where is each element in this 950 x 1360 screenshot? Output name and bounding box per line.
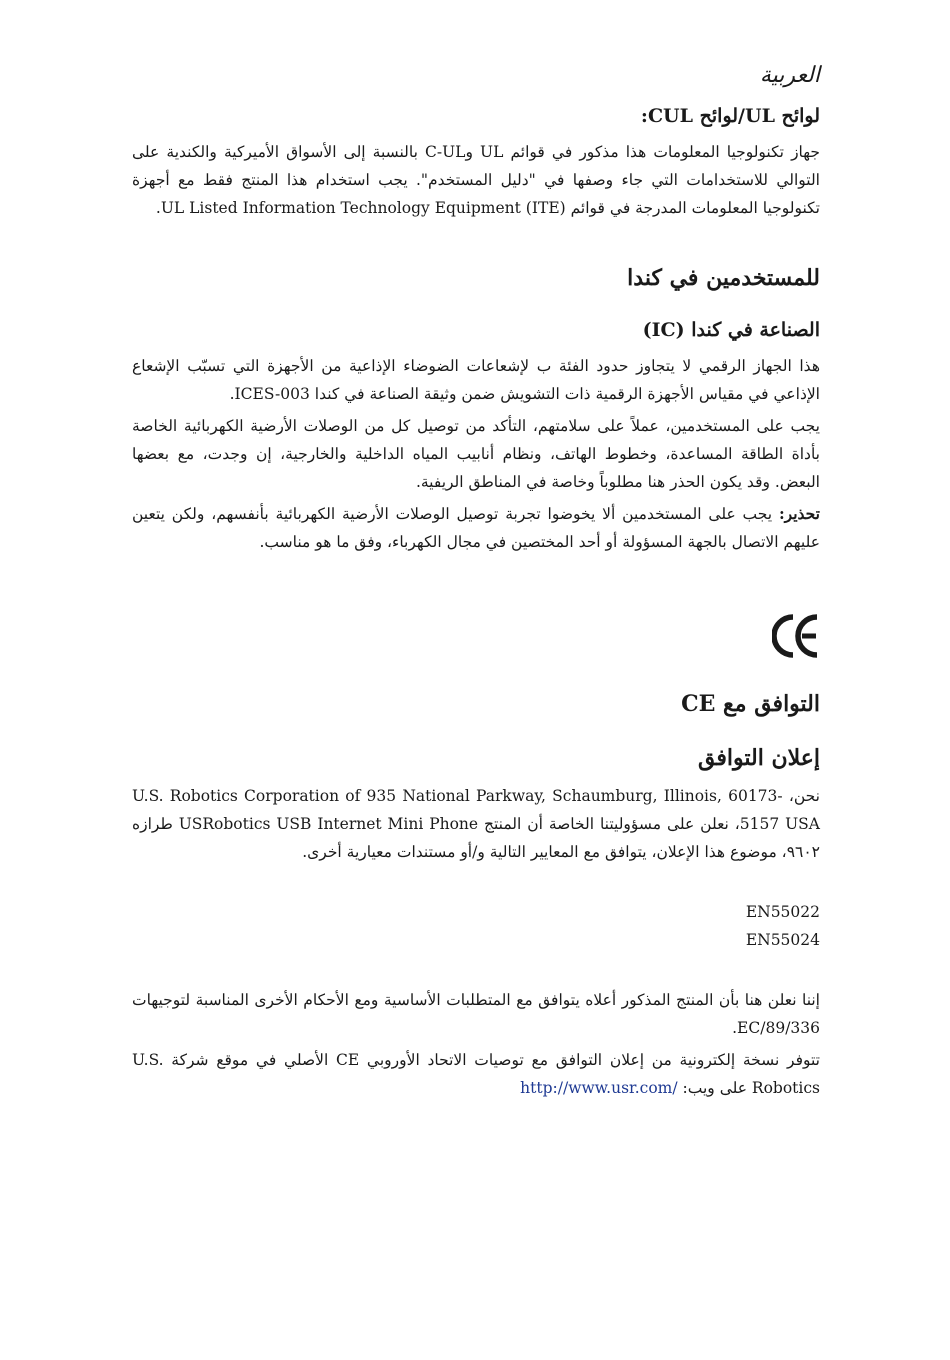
ic-body-2: يجب على المستخدمين، عملاً على سلامتهم، التأكد من توصيل كل من الوصلات الأرضية الكهربائية الخاصة بأداة الطاقة المساعدة، وخطوط الهاتف، ونظام أنابيب المياه الداخلية والخارجية، إن وجدت، مع بعضها البعض. وقد يكون الحذر هنا مطلوباً وخاصة في المناطق الريفية. xyxy=(132,417,820,491)
canada-heading: للمستخدمين في كندا xyxy=(627,265,820,291)
declaration-body: نحن، U.S. Robotics Corporation of 935 National Parkway, Schaumburg, Illinois, 60173-5157 USA، نعلن على مسؤوليتنا الخاصة أن المنتج USRobotics USB Internet Mini Phone طرازه ٩٦٠٢، موضوع هذا الإعلان، يتوافق مع المعايير التالية و/أو مستندات معيارية أخرى. xyxy=(132,787,820,861)
copy-body: تتوفر نسخة إلكترونية من إعلان التوافق مع توصيات الاتحاد الأوروبي CE الأصلي في موقع شركة U.S. Robotics على ويب: xyxy=(132,1051,820,1097)
ce-heading: التوافق مع CE xyxy=(681,691,820,717)
warning-label: تحذير: xyxy=(778,504,820,523)
document-page xyxy=(132,60,820,1102)
ic-body-1: هذا الجهاز الرقمي لا يتجاوز حدود الفئة ب لإشعاعات الضوضاء الإذاعية من الأجهزة التي تسبّب الإشعاع الإذاعي في مقياس الأجهزة الرقمية ذات التشويش ضمن وثيقة الصناعة في كندا ICES-003. xyxy=(132,357,820,403)
warning-paragraph xyxy=(132,500,820,556)
standard-item: EN55022 xyxy=(745,903,820,921)
conformity-body: إننا نعلن هنا بأن المنتج المذكور أعلاه يتوافق مع المتطلبات الأساسية ومع الأحكام الأخرى المناسبة لتوجيهات 89/336/EC. xyxy=(132,991,820,1037)
ul-body: جهاز تكنولوجيا المعلومات هذا مذكور في قوائم UL وC-UL بالنسبة إلى الأسواق الأميركية والكندية على التوالي للاستخدامات التي جاء وصفها في "دليل المستخدم". يجب استخدام هذا المنتج فقط مع أجهزة تكنولوجيا المعلومات المدرجة في قوائم UL Listed Information Technology Equipment (ITE). xyxy=(132,143,820,217)
language-label: العربية xyxy=(759,63,820,88)
declaration-heading: إعلان التوافق xyxy=(698,745,820,771)
usr-website-link[interactable]: http://www.usr.com/ xyxy=(520,1079,678,1097)
warning-body: يجب على المستخدمين ألا يخوضوا تجربة توصيل الوصلات الأرضية الكهربائية بأنفسهم، ولكن يتعين عليهم الاتصال بالجهة المسؤولة أو أحد المختصين في مجال الكهرباء، وفق ما هو مناسب. xyxy=(132,505,820,551)
standards-list xyxy=(132,898,820,954)
ic-heading: الصناعة في كندا (IC) xyxy=(642,319,820,341)
ce-mark-icon xyxy=(132,614,820,666)
copy-paragraph xyxy=(132,1046,820,1102)
ul-heading: لوائح UL/لوائح CUL: xyxy=(640,105,820,127)
standard-item: EN55024 xyxy=(745,931,820,949)
